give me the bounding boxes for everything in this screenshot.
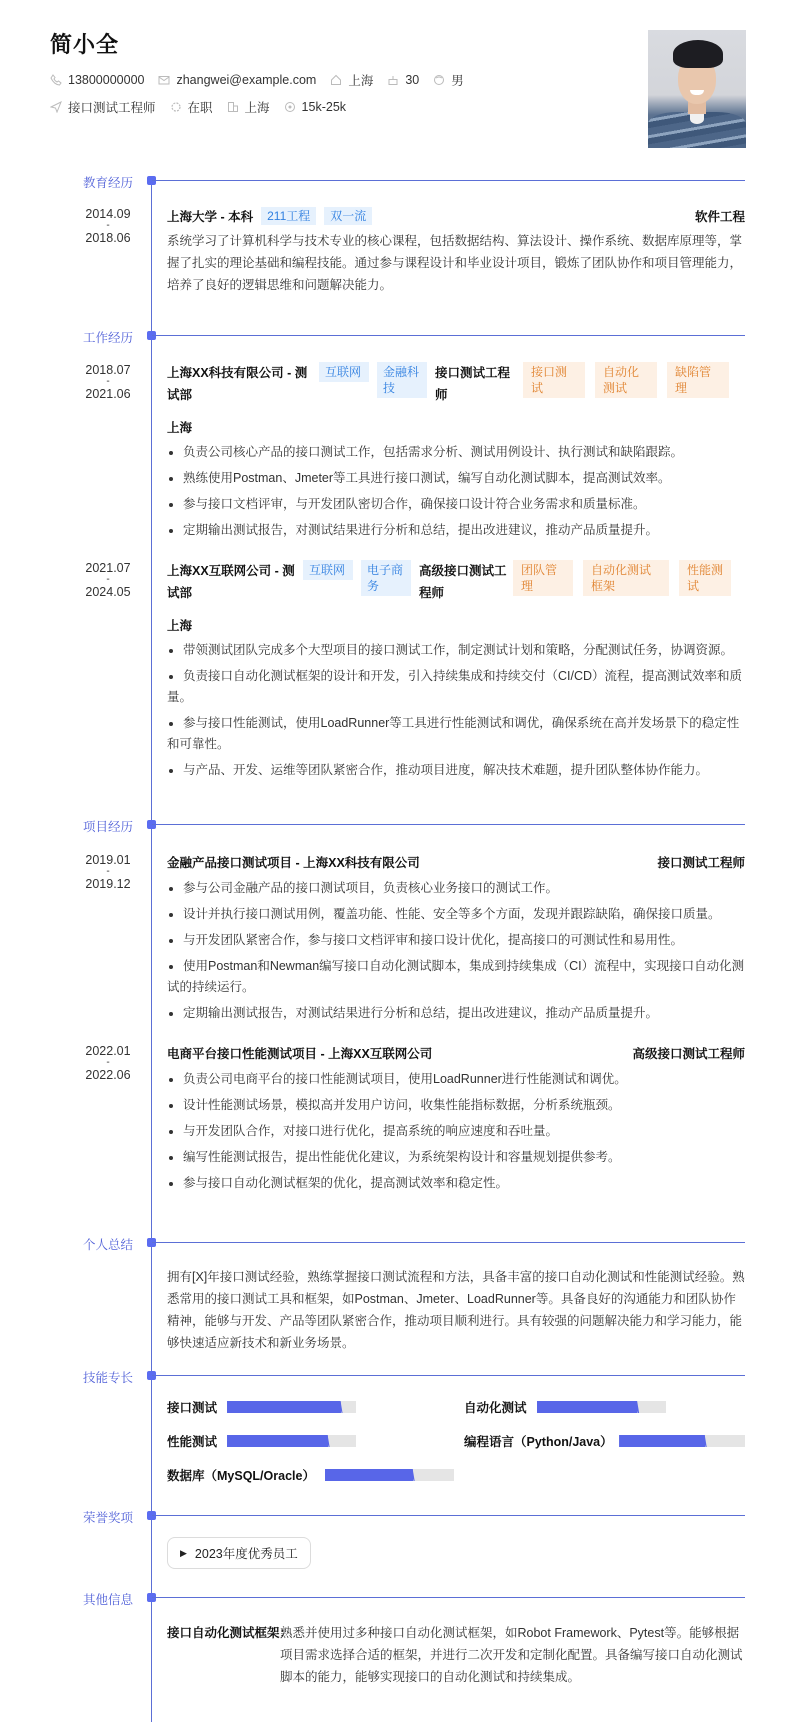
- age-item: [387, 73, 419, 87]
- industry-tag: 互联网: [303, 560, 353, 580]
- skills-grid: [167, 1398, 745, 1508]
- skill-tag: 性能测试: [679, 560, 731, 596]
- status-icon: [170, 101, 182, 113]
- email-value: zhangwei@example.com: [176, 73, 317, 87]
- photo-hair: [673, 40, 723, 68]
- date-range: [76, 852, 140, 892]
- section-divider: [152, 824, 745, 825]
- skill-item: [167, 1432, 356, 1450]
- section-summary: [0, 1235, 794, 1255]
- bullet-item: 设计并执行接口测试用例，覆盖功能、性能、安全等多个方面，发现并跟踪缺陷，确保接口质量。: [167, 904, 745, 925]
- start-date: 2021.07: [85, 561, 131, 575]
- skill-name: 数据库（MySQL/Oracle）: [167, 1469, 315, 1483]
- industry-tag: 电子商务: [361, 560, 411, 596]
- skill-tag: 缺陷管理: [667, 362, 729, 398]
- bullet-item: 参与接口性能测试，使用LoadRunner等工具进行性能测试和调优，确保系统在高并发场景下的稳定性和可靠性。: [167, 713, 745, 755]
- target-city-item: [227, 98, 270, 116]
- bullet-item: 负责公司核心产品的接口测试工作，包括需求分析、测试用例设计、执行测试和缺陷跟踪。: [167, 442, 745, 463]
- other-text: 熟悉并使用过多种接口自动化测试框架，如Robot Framework、Pytest等。能够根据项目需求选择合适的框架，并进行二次开发和定制化配置。具备编写接口自动化测试脚本的能力，能够实现接口的自动化测试和持续集成。: [280, 1626, 743, 1684]
- employment-status-value: 在职: [187, 101, 213, 115]
- bullet-item: 与开发团队紧密合作，参与接口文档评审和接口设计优化，提高接口的可测试性和易用性。: [167, 930, 745, 951]
- bullet-item: 带领测试团队完成多个大型项目的接口测试工作，制定测试计划和策略，分配测试任务，协调资源。: [167, 640, 745, 661]
- project-role: 高级接口测试工程师: [632, 1047, 745, 1061]
- start-date: 2014.09: [85, 207, 131, 221]
- resume-header: [0, 0, 794, 160]
- target-city-value: 上海: [244, 101, 270, 115]
- bullet-item: 与开发团队合作，对接口进行优化，提高系统的响应速度和吞吐量。: [167, 1121, 745, 1142]
- date-range: [76, 206, 140, 246]
- skill-tag: 团队管理: [513, 560, 573, 596]
- salary-icon: [284, 101, 296, 113]
- section-divider: [152, 1515, 745, 1516]
- email-item: [158, 73, 316, 87]
- avatar-photo: [648, 30, 746, 148]
- salary-value: 15k-25k: [301, 100, 347, 114]
- date-range: [76, 560, 140, 600]
- job-title: 接口测试工程师: [435, 366, 511, 402]
- skill-name: 接口测试: [167, 1401, 218, 1415]
- education-description: 系统学习了计算机科学与技术专业的核心课程，包括数据结构、算法设计、操作系统、数据库原理等，掌握了扎实的理论基础和编程技能。通过参与课程设计和毕业设计项目，锻炼了团队协作和项目管理能力，培养了良好的逻辑思维和问题解决能力。: [167, 234, 743, 292]
- project-bullets: [167, 878, 745, 1024]
- target-role-value: 接口测试工程师: [68, 101, 156, 115]
- bullet-item: 与产品、开发、运维等团队紧密合作，推动项目进度，解决技术难题，提升团队整体协作能力。: [167, 760, 745, 781]
- skill-name: 自动化测试: [464, 1401, 527, 1415]
- date-dash: -: [106, 1057, 110, 1068]
- end-date: 2021.06: [85, 387, 131, 401]
- bullet-item: 定期输出测试报告，对测试结果进行分析和总结，提出改进建议，推动产品质量提升。: [167, 520, 745, 541]
- bullet-item: 使用Postman和Newman编写接口自动化测试脚本，集成到持续集成（CI）流程中，实现接口自动化测试的持续运行。: [167, 956, 745, 998]
- skill-bar: [537, 1401, 666, 1413]
- section-header: [0, 328, 794, 348]
- skill-name: 性能测试: [167, 1435, 218, 1449]
- age-value: 30: [405, 73, 420, 87]
- skill-item: [167, 1398, 356, 1416]
- work-header: [167, 560, 745, 604]
- section-title: 教育经历: [83, 176, 134, 190]
- summary-text: 拥有[X]年接口测试经验，熟练掌握接口测试流程和方法，具备丰富的接口自动化测试和性能测试经验。熟悉常用的接口测试工具和框架，如Postman、Jmeter、LoadRunner等。具备良好的沟通能力和团队协作精神，能够与开发、产品等团队紧密合作，推动项目顺利进行。具有较强的问题解决能力和学习能力，能够快速适应新技术和新业务场景。: [167, 1270, 745, 1350]
- phone-item: [50, 73, 144, 87]
- skill-name: 编程语言（Python/Java）: [464, 1435, 613, 1449]
- school-tag: 双一流: [324, 207, 372, 225]
- section-other: [0, 1590, 794, 1610]
- major: 软件工程: [694, 210, 745, 224]
- bullet-item: 参与接口文档评审，与开发团队密切合作，确保接口设计符合业务需求和质量标准。: [167, 494, 745, 515]
- section-work: [0, 328, 794, 348]
- section-title: 其他信息: [83, 1593, 134, 1607]
- skill-item: [464, 1432, 745, 1450]
- company-name: 上海XX互联网公司 - 测试部: [167, 564, 295, 600]
- school-tag: 211工程: [261, 207, 316, 225]
- date-dash: -: [106, 866, 110, 877]
- summary-content: [167, 1262, 745, 1354]
- skill-bar-fill: [227, 1401, 341, 1413]
- triangle-right-icon: ▶: [180, 1547, 187, 1558]
- company-name: 上海XX科技有限公司 - 测试部: [167, 366, 308, 402]
- project-role: 接口测试工程师: [657, 856, 745, 870]
- project-content: [167, 852, 745, 1029]
- skill-bar: [227, 1435, 356, 1447]
- mail-icon: [158, 74, 170, 86]
- date-dash: -: [106, 574, 110, 585]
- section-header: [0, 1235, 794, 1255]
- salary-item: [284, 100, 346, 114]
- award-label: 2023年度优秀员工: [194, 1547, 298, 1561]
- project-title: 金融产品接口测试项目 - 上海XX科技有限公司: [167, 856, 420, 870]
- date-dash: -: [106, 220, 110, 231]
- skill-bar: [619, 1435, 745, 1447]
- project-title: 电商平台接口性能测试项目 - 上海XX互联网公司: [167, 1047, 433, 1061]
- work-bullets: [167, 640, 745, 781]
- section-awards: [0, 1508, 794, 1528]
- contact-row: [50, 71, 478, 89]
- bullet-item: 定期输出测试报告，对测试结果进行分析和总结，提出改进建议，推动产品质量提升。: [167, 1003, 745, 1024]
- school-name: 上海大学 - 本科: [167, 210, 254, 224]
- skill-item: [464, 1398, 666, 1416]
- section-projects: [0, 817, 794, 837]
- bullet-item: 负责接口自动化测试框架的设计和开发，引入持续集成和持续交付（CI/CD）流程，提高测试效率和质量。: [167, 666, 745, 708]
- date-range: [76, 362, 140, 402]
- end-date: 2024.05: [85, 585, 131, 599]
- work-bullets: [167, 442, 745, 541]
- section-divider: [152, 1242, 745, 1243]
- job-title: 高级接口测试工程师: [419, 564, 507, 600]
- candidate-name: 简小全: [50, 32, 120, 57]
- education-content: [167, 206, 745, 296]
- section-header: [0, 1590, 794, 1610]
- phone-value: 13800000000: [68, 73, 145, 87]
- section-divider: [152, 180, 745, 181]
- work-location: 上海: [167, 421, 193, 435]
- bullet-item: 设计性能测试场景，模拟高并发用户访问，收集性能指标数据，分析系统瓶颈。: [167, 1095, 745, 1116]
- residence-item: [330, 71, 373, 89]
- cake-icon: [387, 74, 399, 86]
- target-role-item: [50, 98, 156, 116]
- work-content: [167, 560, 745, 786]
- skill-tag: 自动化测试: [595, 362, 657, 398]
- date-dash: -: [106, 376, 110, 387]
- skill-bar: [325, 1469, 454, 1481]
- section-header: [0, 173, 794, 193]
- section-title: 个人总结: [83, 1238, 134, 1252]
- section-skills: [0, 1368, 794, 1388]
- timeline-axis: [151, 178, 152, 1722]
- section-header: [0, 1368, 794, 1388]
- start-date: 2018.07: [85, 363, 131, 377]
- other-label: 接口自动化测试框架：: [167, 1626, 293, 1640]
- industry-tag: 互联网: [319, 362, 369, 382]
- end-date: 2018.06: [85, 231, 131, 245]
- skill-bar: [227, 1401, 356, 1413]
- section-title: 荣誉奖项: [83, 1511, 134, 1525]
- section-title: 工作经历: [83, 331, 134, 345]
- date-range: [76, 1043, 140, 1083]
- section-divider: [152, 1597, 745, 1598]
- home-icon: [330, 74, 342, 86]
- skill-bar-fill: [537, 1401, 638, 1413]
- end-date: 2019.12: [85, 877, 131, 891]
- building-icon: [227, 101, 239, 113]
- bullet-item: 参与接口自动化测试框架的优化，提高测试效率和稳定性。: [167, 1173, 745, 1194]
- bullet-item: 编写性能测试报告，提出性能优化建议，为系统架构设计和容量规划提供参考。: [167, 1147, 745, 1168]
- gender-item: [433, 71, 464, 89]
- education-header: [167, 206, 745, 226]
- bullet-item: 参与公司金融产品的接口测试项目，负责核心业务接口的测试工作。: [167, 878, 745, 899]
- section-header: [0, 817, 794, 837]
- project-bullets: [167, 1069, 745, 1194]
- residence-value: 上海: [348, 74, 374, 88]
- work-content: [167, 362, 745, 546]
- section-education: [0, 173, 794, 193]
- skill-tag: 接口测试: [523, 362, 585, 398]
- section-divider: [152, 335, 745, 336]
- end-date: 2022.06: [85, 1068, 131, 1082]
- start-date: 2019.01: [85, 853, 131, 867]
- skill-bar-fill: [227, 1435, 328, 1447]
- project-header: [167, 852, 745, 872]
- other-item: [167, 1622, 745, 1688]
- skill-item: [167, 1466, 454, 1484]
- phone-icon: [50, 74, 62, 86]
- bullet-item: 负责公司电商平台的接口性能测试项目，使用LoadRunner进行性能测试和调优。: [167, 1069, 745, 1090]
- work-header: [167, 362, 745, 406]
- work-location: 上海: [167, 619, 193, 633]
- project-content: [167, 1043, 745, 1199]
- section-header: [0, 1508, 794, 1528]
- skill-bar-fill: [619, 1435, 705, 1447]
- gender-icon: [433, 74, 445, 86]
- job-intent-row: [50, 98, 360, 116]
- industry-tag: 金融科技: [377, 362, 427, 398]
- send-icon: [50, 101, 62, 113]
- bullet-item: 熟练使用Postman、Jmeter等工具进行接口测试，编写自动化测试脚本，提高测试效率。: [167, 468, 745, 489]
- skill-tag: 自动化测试框架: [583, 560, 669, 596]
- awards-content: [167, 1537, 745, 1569]
- section-title: 技能专长: [83, 1371, 134, 1385]
- employment-status-item: [170, 98, 213, 116]
- section-divider: [152, 1375, 745, 1376]
- start-date: 2022.01: [85, 1044, 131, 1058]
- project-header: [167, 1043, 745, 1063]
- skill-bar-fill: [325, 1469, 413, 1481]
- gender-value: 男: [451, 74, 464, 88]
- award-badge: [167, 1537, 311, 1569]
- section-title: 项目经历: [83, 820, 134, 834]
- other-content: [167, 1622, 745, 1688]
- photo-collar: [690, 114, 704, 124]
